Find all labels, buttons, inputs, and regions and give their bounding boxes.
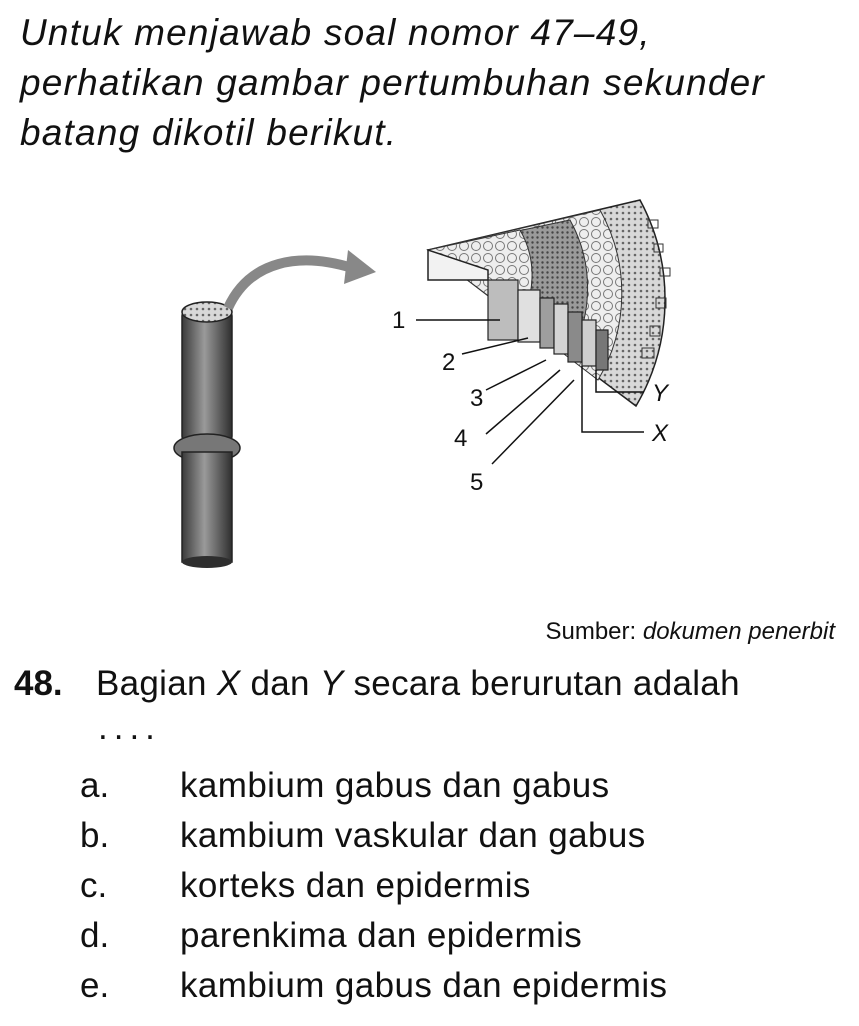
option-text: korteks dan epidermis (180, 866, 531, 905)
intro-line-3: batang dikotil berikut. (20, 112, 398, 153)
intro-line-1: Untuk menjawab soal nomor 47–49, (20, 12, 651, 53)
question-number: 48. (14, 664, 63, 703)
stem-twig (174, 302, 240, 568)
label-1: 1 (392, 307, 406, 334)
intro-line-2: perhatikan gambar pertumbuhan sekunder (20, 62, 765, 103)
question-text (96, 664, 740, 704)
option-letter: c. (80, 866, 108, 905)
figure-source (545, 618, 835, 646)
question-text-part-3: secara berurutan adalah (343, 664, 740, 703)
option-text: parenkima dan epidermis (180, 916, 583, 955)
label-x: X (652, 420, 669, 447)
option-letter: a. (80, 766, 110, 805)
question-dots: .... (98, 708, 161, 747)
option-text: kambium gabus dan gabus (180, 766, 610, 805)
curved-arrow (228, 250, 376, 308)
option-text: kambium vaskular dan gabus (180, 816, 646, 855)
option-letter: d. (80, 916, 110, 955)
label-4: 4 (454, 425, 468, 452)
source-prefix: Sumber: (545, 618, 637, 645)
question-var-y: Y (319, 664, 344, 703)
label-y: Y (652, 380, 669, 407)
option-letter: b. (80, 816, 110, 855)
intro-text (20, 8, 840, 158)
label-3: 3 (470, 385, 484, 412)
stem-diagram (170, 180, 690, 600)
label-2: 2 (442, 349, 456, 376)
question-text-part-2: dan (240, 664, 320, 703)
label-5: 5 (470, 469, 484, 496)
stem-cross-section-figure (170, 180, 690, 600)
option-letter: e. (80, 966, 110, 1005)
source-name: dokumen penerbit (642, 618, 835, 645)
question-var-x: X (216, 664, 241, 703)
cross-section-wedge (428, 200, 670, 406)
option-text: kambium gabus dan epidermis (180, 966, 668, 1005)
question-text-part-1: Bagian (96, 664, 217, 703)
